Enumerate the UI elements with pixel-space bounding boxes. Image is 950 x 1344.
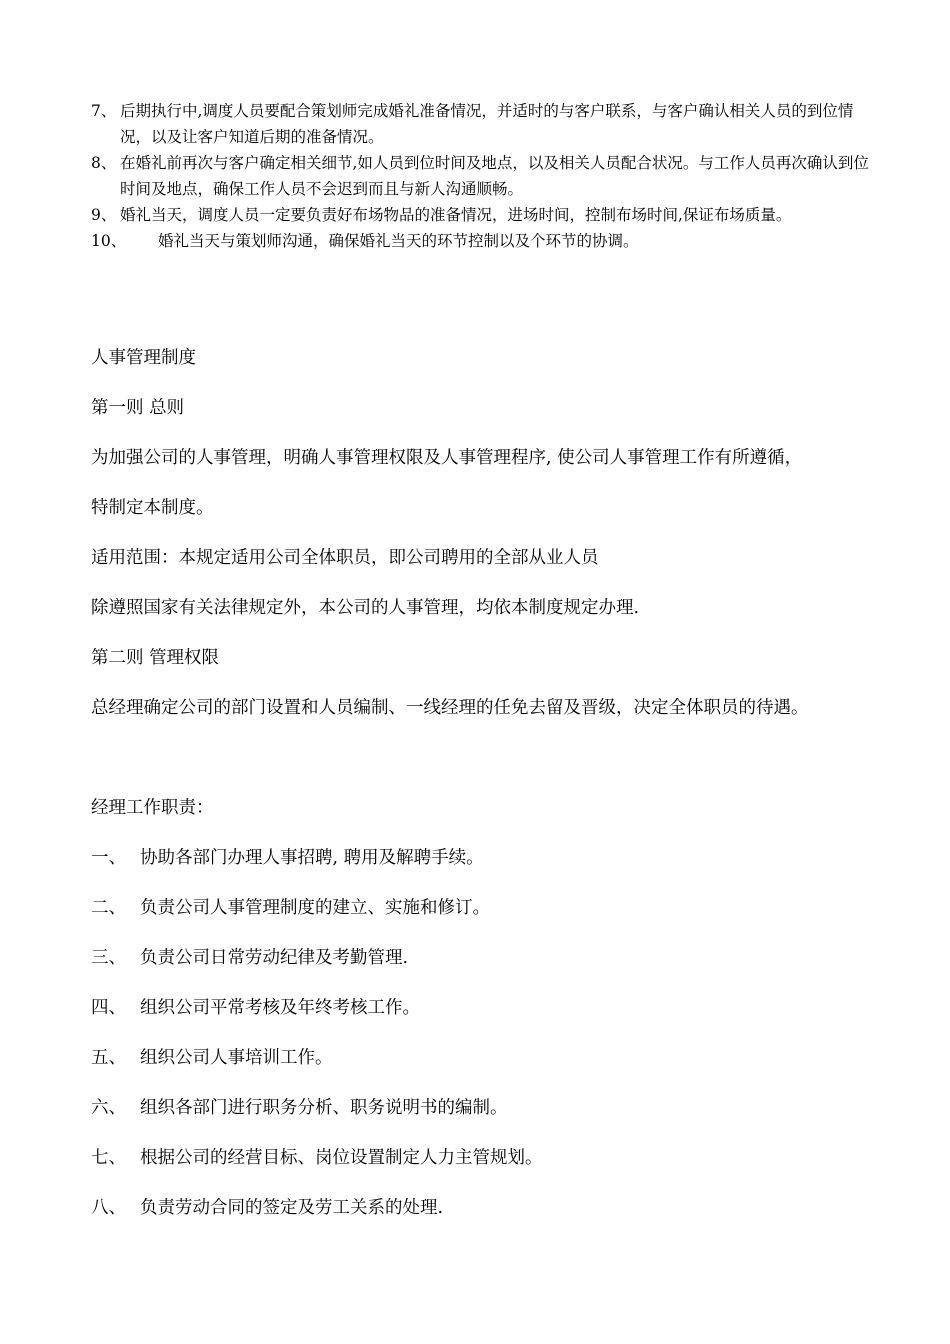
duty-number: 七、 (91, 1148, 126, 1168)
section-title: 人事管理制度 (91, 348, 196, 368)
duty-text: 负责公司日常劳动纪律及考勤管理. (140, 948, 409, 968)
rule1-law: 除遵照国家有关法律规定外，本公司的人事管理，均依本制度规定办理. (91, 598, 640, 618)
duty-text: 负责公司人事管理制度的建立、实施和修订。 (140, 898, 490, 918)
duty-item (91, 996, 420, 1020)
rule1-title: 第一则 总则 (91, 398, 185, 418)
list-item-number: 8、 (91, 154, 117, 172)
duty-item (91, 1196, 443, 1220)
list-item-text: 在婚礼前再次与客户确定相关细节,如人员到位时间及地点，以及相关人员配合状况。与工作人员再次确认到位时间及地点，确保工作人员不会迟到而且与新人沟通顺畅。 (120, 154, 869, 198)
duty-text: 根据公司的经营目标、岗位设置制定人力主管规划。 (140, 1148, 543, 1168)
duty-item (91, 1146, 543, 1170)
list-item-number: 10、 (91, 232, 127, 250)
duty-item (91, 846, 484, 870)
duty-number: 八、 (91, 1198, 126, 1218)
list-item (91, 98, 871, 150)
rule1-paragraph-line2: 特制定本制度。 (91, 498, 214, 518)
duty-text: 组织公司人事培训工作。 (140, 1048, 333, 1068)
rule2-paragraph: 总经理确定公司的部门设置和人员编制、一线经理的任免去留及晋级，决定全体职员的待遇。 (91, 698, 809, 718)
rule2-title: 第二则 管理权限 (91, 648, 220, 668)
list-item (91, 150, 871, 202)
duty-number: 五、 (91, 1048, 126, 1068)
list-item-number: 7、 (91, 102, 117, 120)
duty-text: 负责劳动合同的签定及劳工关系的处理. (140, 1198, 444, 1218)
duty-number: 四、 (91, 998, 126, 1018)
list-item (91, 202, 871, 228)
duty-text: 组织公司平常考核及年终考核工作。 (140, 998, 420, 1018)
duty-number: 一、 (91, 848, 126, 868)
duty-item (91, 896, 490, 920)
rule1-paragraph-line1: 为加强公司的人事管理，明确人事管理权限及人事管理程序, 使公司人事管理工作有所遵循， (91, 448, 803, 468)
duty-item (91, 1096, 508, 1120)
list-item (91, 228, 871, 254)
list-item-text: 婚礼当天，调度人员一定要负责好布场物品的准备情况，进场时间，控制布场时间,保证布场质量。 (120, 206, 792, 224)
duty-text: 组织各部门进行职务分析、职务说明书的编制。 (140, 1098, 508, 1118)
duty-number: 六、 (91, 1098, 126, 1118)
duty-text: 协助各部门办理人事招聘, 聘用及解聘手续。 (140, 848, 484, 868)
list-item-text: 婚礼当天与策划师沟通，确保婚礼当天的环节控制以及个环节的协调。 (158, 232, 639, 250)
list-item-text: 后期执行中,调度人员要配合策划师完成婚礼准备情况，并适时的与客户联系，与客户确认相关人员的到位情况，以及让客户知道后期的准备情况。 (120, 102, 854, 146)
duties-title: 经理工作职责： (91, 798, 214, 818)
rule1-scope: 适用范围：本规定适用公司全体职员，即公司聘用的全部从业人员 (91, 548, 599, 568)
duty-number: 三、 (91, 948, 126, 968)
duty-number: 二、 (91, 898, 126, 918)
list-item-number: 9、 (91, 206, 117, 224)
duty-item (91, 946, 408, 970)
numbered-list (91, 98, 871, 254)
duty-item (91, 1046, 333, 1070)
